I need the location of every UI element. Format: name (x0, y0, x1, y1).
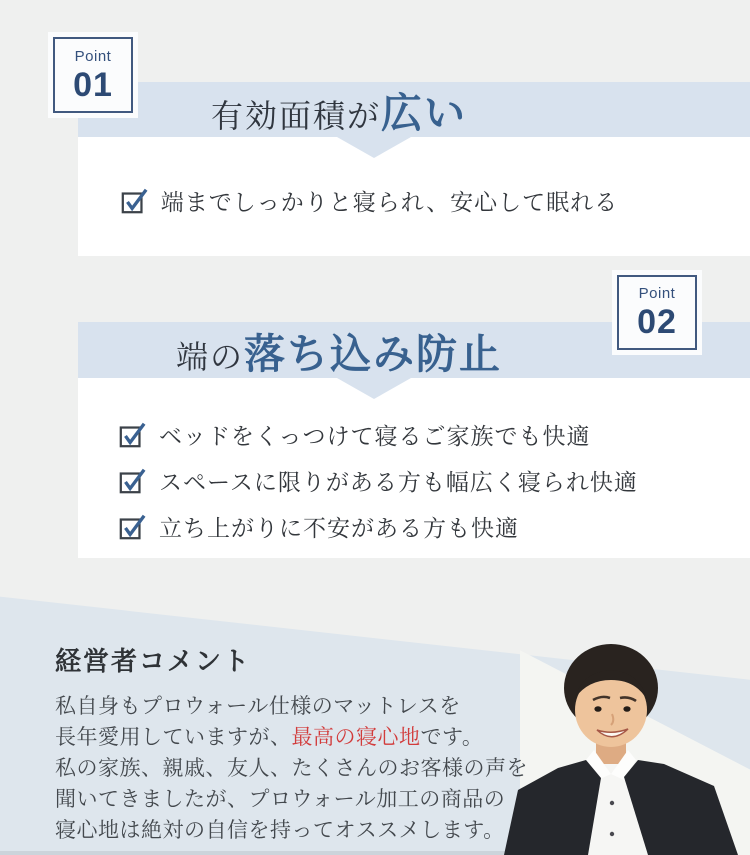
title-normal-text: 端の (175, 338, 244, 375)
point-badge-01 (48, 32, 138, 118)
checklist-item-text: スペースに限りがある方も幅広く寝られ快適 (159, 470, 638, 495)
comment-text: 私の家族、親戚、友人、たくさんのお客様の声を (55, 757, 528, 780)
section1-panel (78, 137, 750, 256)
title-accent-text: 落ち込み防止 (244, 330, 502, 377)
checkbox-checked-icon (120, 187, 148, 215)
section2-title (176, 321, 502, 380)
comment-line (55, 784, 528, 815)
comment-text: 長年愛用していますが、 (55, 726, 292, 749)
checkbox-checked-icon (118, 513, 146, 541)
point-badge-number: 01 (73, 65, 113, 104)
checklist-item (118, 418, 750, 451)
comment-text: 私自身もプロウォール仕様のマットレスを (55, 695, 461, 718)
comment-heading: 経営者コメント (55, 646, 252, 676)
checklist-item-text: 端までしっかりと寝られ、安心して眠れる (160, 190, 619, 215)
comment-line (55, 753, 528, 784)
section1-title-banner (78, 82, 750, 137)
title-accent-text: 広い (381, 90, 467, 136)
point-badge-number: 02 (637, 303, 677, 341)
comment-text: です。 (420, 726, 484, 749)
comment-line (55, 815, 528, 846)
comment-line (55, 722, 528, 753)
point-badge-frame (617, 275, 697, 350)
comment-line (55, 691, 528, 722)
point-badge-label: Point (74, 47, 112, 65)
checkbox-checked-icon (118, 467, 146, 495)
checklist-item (118, 464, 750, 497)
comment-text: 寝心地は絶対の自信を持ってオススメします。 (55, 819, 505, 842)
section2-panel (78, 378, 750, 558)
checklist-item (120, 184, 618, 217)
point-badge-frame (53, 37, 133, 113)
checklist-item (118, 510, 750, 543)
checklist-item-text: 立ち上がりに不安がある方も快適 (159, 516, 519, 541)
comment-text: 聞いてきましたが、プロウォール加工の商品の (55, 788, 506, 811)
banner-pointer-triangle (337, 137, 411, 158)
ceo-photo (498, 638, 750, 855)
point-badge-02 (612, 270, 702, 355)
section1-title (211, 80, 467, 139)
point-badge-label: Point (638, 285, 676, 302)
ceo-comment-block (55, 641, 528, 846)
comment-highlight-text: 最高の寝心地 (291, 726, 421, 749)
banner-pointer-triangle (337, 378, 411, 399)
checkbox-checked-icon (118, 421, 146, 449)
checklist-item-text: ベッドをくっつけて寝るご家族でも快適 (159, 424, 591, 449)
title-normal-text: 有効面積が (210, 98, 381, 134)
